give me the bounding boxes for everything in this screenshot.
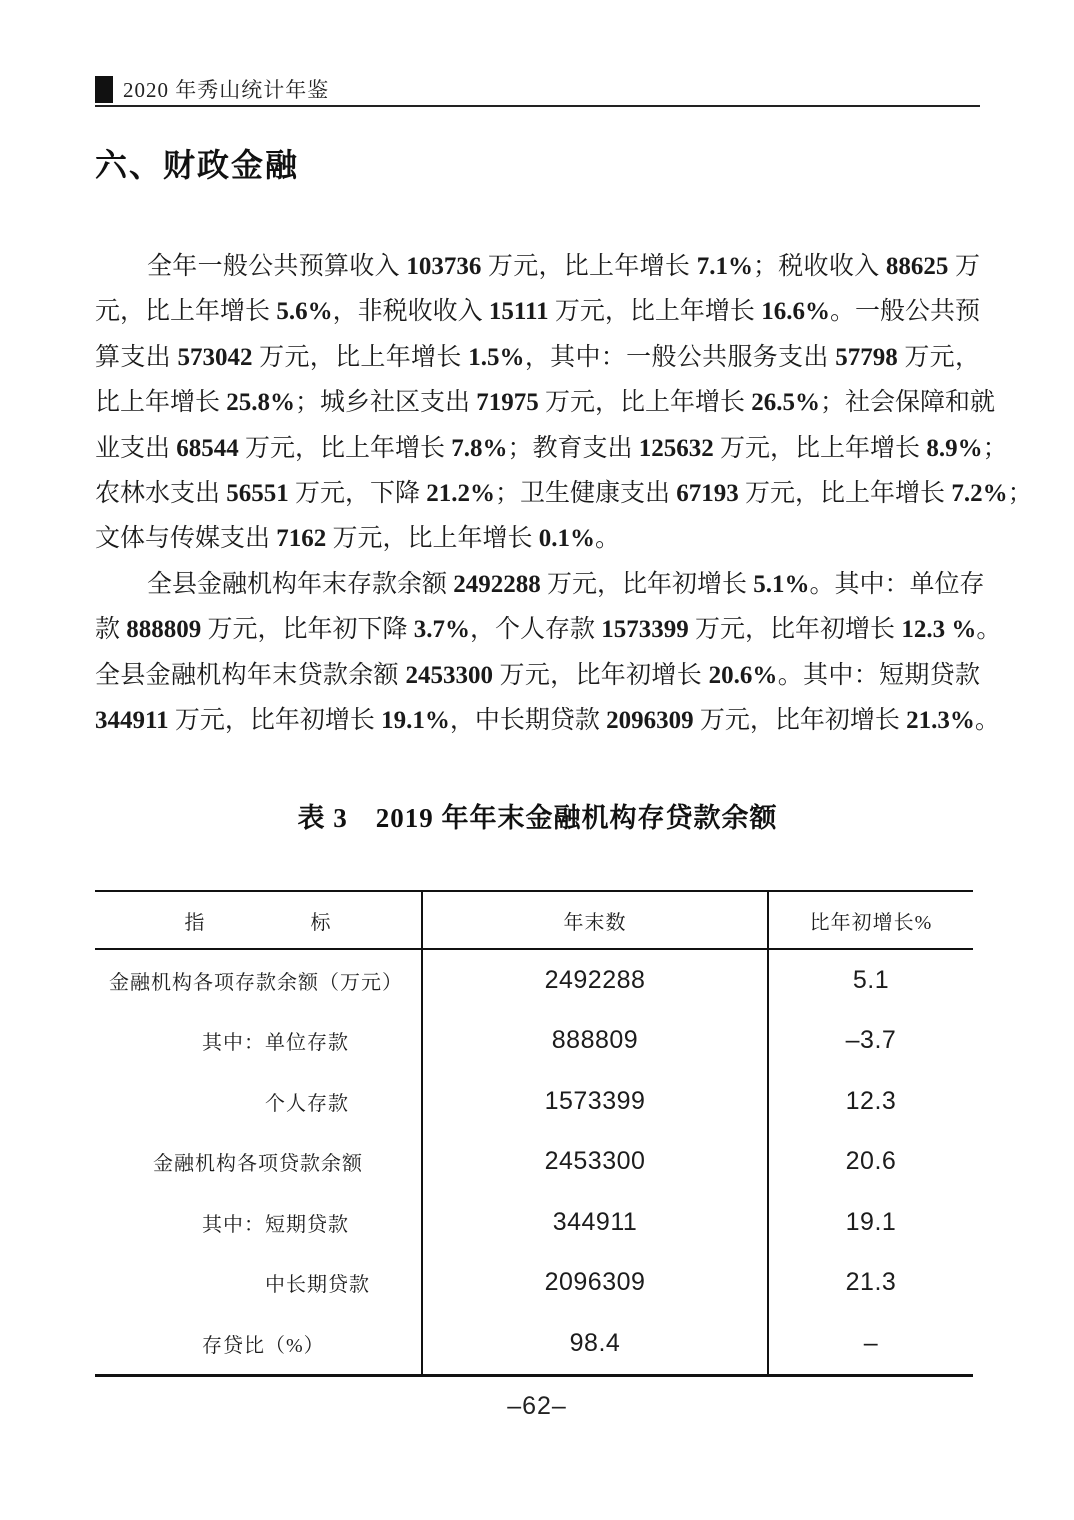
- row-value: 98.4: [423, 1313, 769, 1374]
- row-value: 1573399: [423, 1071, 769, 1132]
- header-rule: [95, 105, 980, 107]
- row-value: 2096309: [423, 1253, 769, 1314]
- paragraph1-line5: 业支出 68544 万元，比上年增长 7.8%；教育支出 125632 万元，比上年增长 8.9%；: [95, 434, 1008, 462]
- row-label: 金融机构各项存款余额（万元）: [95, 950, 423, 1011]
- section-title: 六、财政金融: [95, 147, 300, 183]
- row-growth: 20.6: [845, 1147, 897, 1176]
- paragraph2-line2: 款 888809 万元，比年初下降 3.7%，个人存款 1573399 万元，比年初增长 12.3 %。: [95, 616, 1002, 644]
- row-label: 其中：短期贷款: [95, 1192, 423, 1253]
- table-row: [95, 1253, 973, 1314]
- table-row: [95, 1132, 973, 1193]
- row-growth: 19.1: [845, 1207, 897, 1236]
- row-label: 存贷比（%）: [95, 1313, 423, 1374]
- row-growth: 21.3: [845, 1268, 897, 1297]
- row-growth: –: [863, 1328, 879, 1357]
- row-value: 2492288: [423, 950, 769, 1011]
- row-label: 金融机构各项贷款余额: [95, 1132, 423, 1193]
- paragraph2-line3: 全县金融机构年末贷款余额 2453300 万元，比年初增长 20.6%。其中：短期贷款: [95, 661, 980, 689]
- header-title: 2020 年秀山统计年鉴: [123, 78, 330, 102]
- table-title: 表 3 2019 年年末金融机构存贷款余额: [297, 803, 778, 833]
- page-header: [95, 72, 329, 106]
- paragraph1-line2: 元，比上年增长 5.6%，非税收收入 15111 万元，比上年增长 16.6%。一般公共预: [95, 298, 980, 326]
- finance-table: [95, 890, 973, 1377]
- table-row: [95, 950, 973, 1011]
- table-row: [95, 1071, 973, 1132]
- page-number: –62–: [507, 1392, 567, 1420]
- row-growth: 12.3: [845, 1086, 897, 1115]
- paragraph1-line7: 文体与传媒支出 7162 万元，比上年增长 0.1%。: [95, 525, 621, 553]
- paragraph2-line4: 344911 万元，比年初增长 19.1%，中长期贷款 2096309 万元，比年初增长 21.3%。: [95, 706, 1000, 734]
- paragraph1-line3: 算支出 573042 万元，比上年增长 1.5%，其中：一般公共服务支出 57798 万元，: [95, 343, 980, 371]
- body-text: [95, 244, 1033, 743]
- paragraph1-line1: 全年一般公共预算收入 103736 万元，比上年增长 7.1%；税收收入 88625 万: [147, 253, 980, 280]
- row-value: 344911: [423, 1192, 769, 1253]
- row-value: 2453300: [423, 1132, 769, 1193]
- paragraph1-line4: 比上年增长 25.8%；城乡社区支出 71975 万元，比上年增长 26.5%；社会保障和就: [95, 389, 996, 417]
- row-label: 个人存款: [95, 1071, 423, 1132]
- table-row: [95, 1011, 973, 1072]
- table-row: [95, 1192, 973, 1253]
- table-row: [95, 1313, 973, 1374]
- row-growth: –3.7: [845, 1026, 897, 1055]
- header-square-marker: [95, 76, 113, 103]
- table-header-row: [95, 892, 973, 950]
- row-value: 888809: [423, 1011, 769, 1072]
- paragraph2-line1: 全县金融机构年末存款余额 2492288 万元，比年初增长 5.1%。其中：单位存: [147, 570, 985, 598]
- row-growth: 5.1: [852, 965, 890, 994]
- paragraph1-line6: 农林水支出 56551 万元，下降 21.2%；卫生健康支出 67193 万元，比上年增长 7.2%；: [95, 479, 1033, 507]
- header-cell-growth: 比年初增长%: [809, 911, 933, 934]
- row-label: 中长期贷款: [95, 1253, 423, 1314]
- row-label: 其中：单位存款: [95, 1011, 423, 1072]
- header-cell-year-end: 年末数: [423, 892, 769, 948]
- header-cell-indicator: 指 标: [95, 892, 423, 948]
